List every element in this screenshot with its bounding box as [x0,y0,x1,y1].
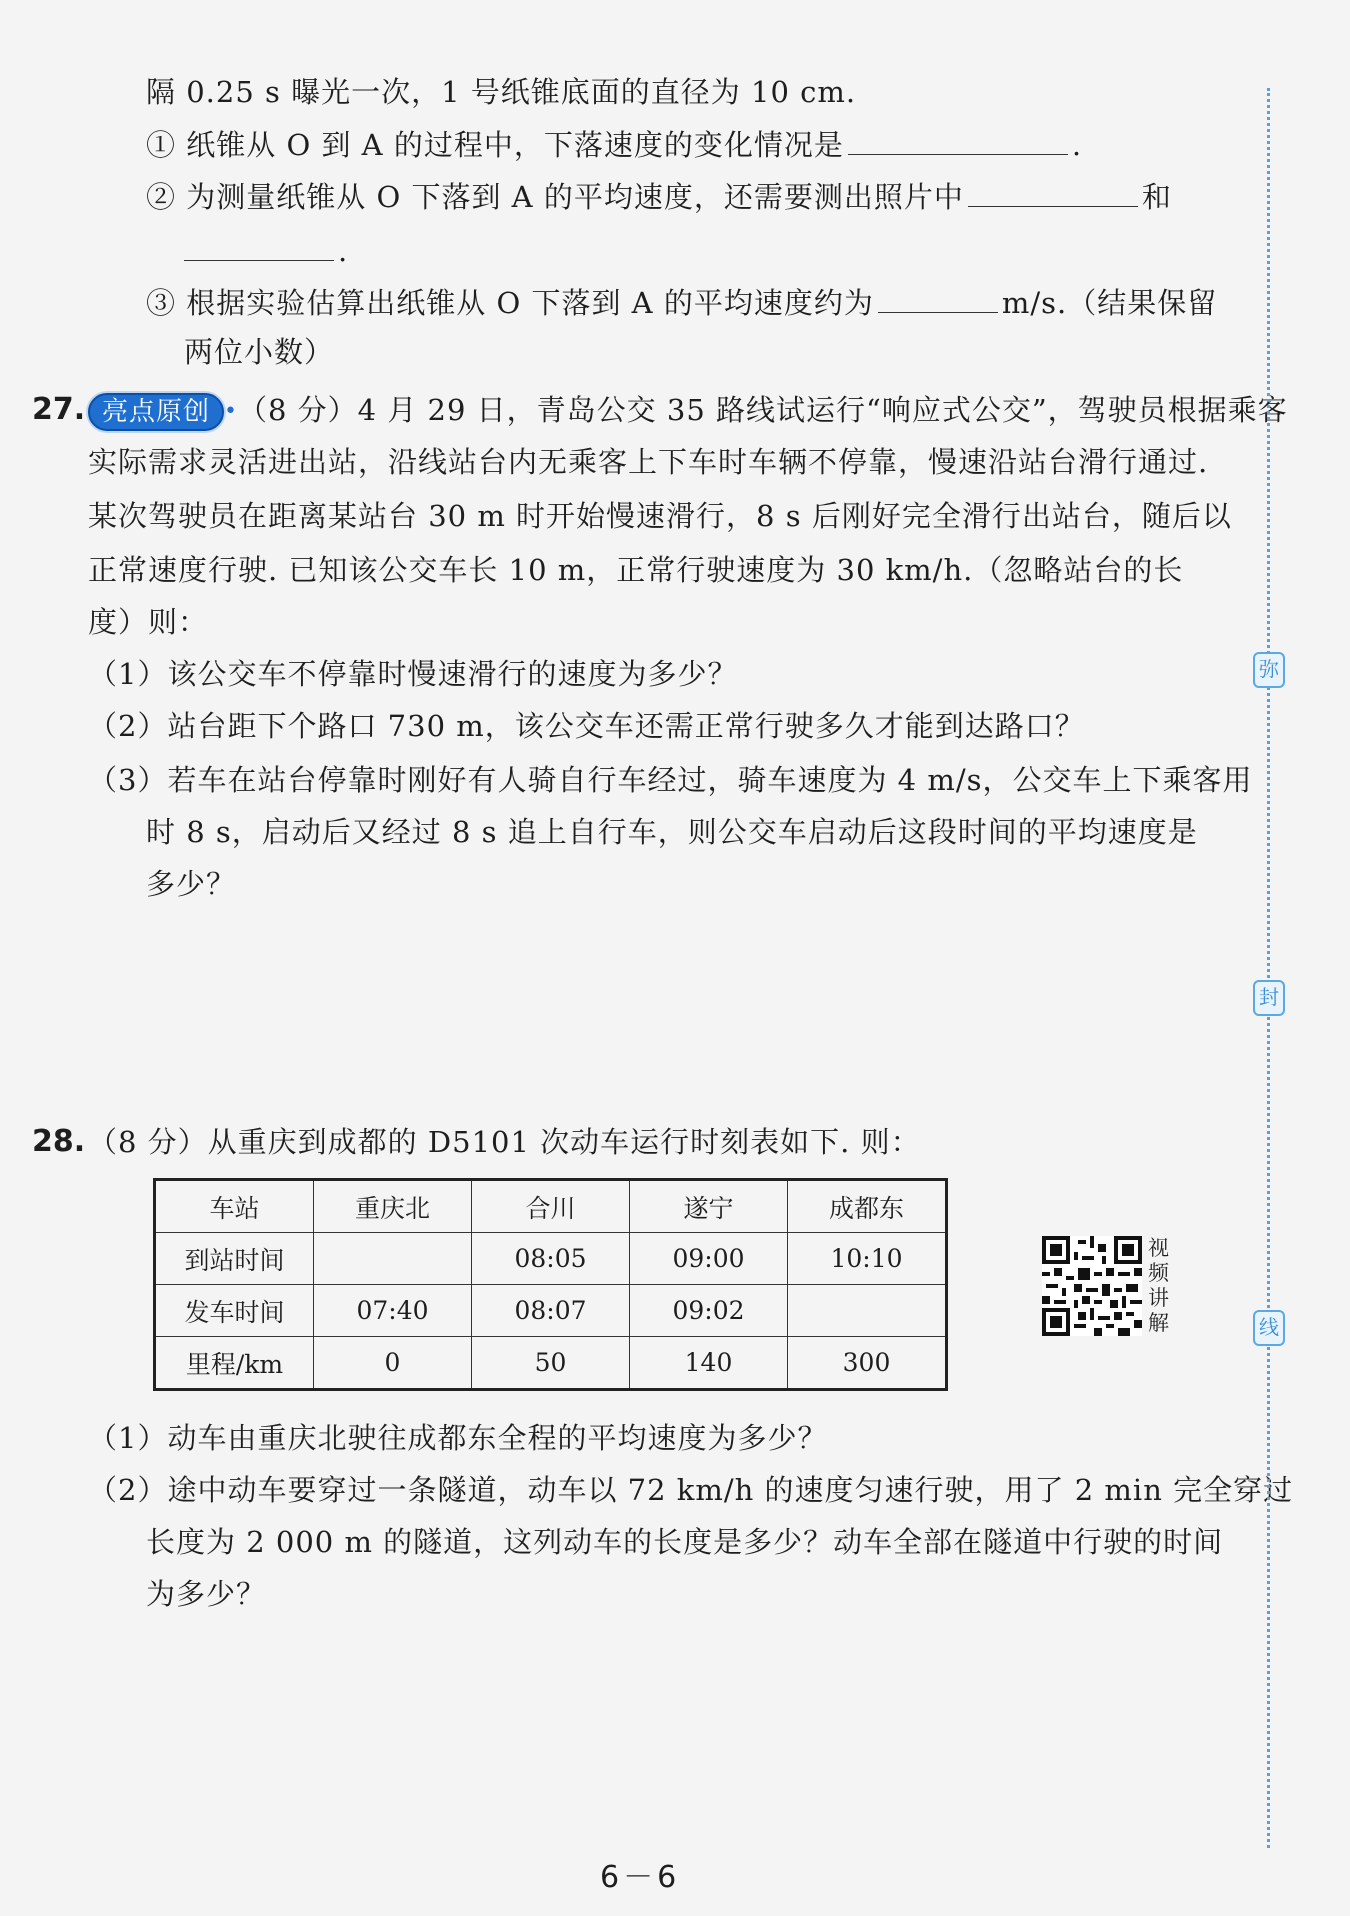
table-cell: 08:05 [472,1233,630,1285]
q27-line: 实际需求灵活进出站，沿线站台内无乘客上下车时车辆不停靠，慢速沿站台滑行通过. [88,445,1209,479]
q26-sub3-cont: 两位小数） [184,335,335,369]
q26-sub1-end: . [1071,128,1083,162]
qr-label-char: 频 [1148,1261,1169,1285]
q26-sub1 [146,124,1082,165]
table-row [155,1233,947,1285]
answer-blank[interactable] [848,124,1068,155]
q26-intro-line: 隔 0.25 s 曝光一次，1 号纸锥底面的直径为 10 cm. [146,75,857,109]
q27-line: 正常速度行驶. 已知该公交车长 10 m，正常行驶速度为 30 km/h.（忽略站台的长 [88,553,1184,587]
table-cell: 08:07 [472,1285,630,1337]
q26-sub1-num: ① [146,128,177,162]
q26-sub3-text: 根据实验估算出纸锥从 O 下落到 A 的平均速度约为 [186,286,874,320]
q28-intro: （8 分）从重庆到成都的 D5101 次动车运行时刻表如下. 则： [88,1125,921,1159]
q27-sub3: （3）若车在站台停靠时刚好有人骑自行车经过，骑车速度为 4 m/s，公交车上下乘客用 [88,763,1253,797]
original-badge: 亮点原创 [88,393,224,431]
table-cell: 10:10 [788,1233,947,1285]
table-header-row [155,1180,947,1233]
table-cell: 09:00 [630,1233,788,1285]
q26-sub3-num: ③ [146,286,177,320]
q27-line: 度）则： [88,605,209,639]
table-cell: 发车时间 [155,1285,314,1337]
qr-label-char: 视 [1148,1236,1169,1260]
table-row [155,1337,947,1390]
table-cell: 到站时间 [155,1233,314,1285]
q26-sub1-text: 纸锥从 O 到 A 的过程中，下落速度的变化情况是 [186,128,844,162]
answer-blank[interactable] [184,230,334,261]
q26-sub2-num: ② [146,180,177,214]
table-cell: 里程/km [155,1337,314,1390]
page-number: 6－6 [600,1860,681,1895]
q26-sub3-unit: m/s.（结果保留 [1001,286,1218,320]
train-timetable [153,1178,948,1391]
qr-code-icon[interactable] [1042,1236,1142,1336]
table-cell: 09:02 [630,1285,788,1337]
table-header-cell: 车站 [155,1180,314,1233]
answer-blank[interactable] [968,176,1138,207]
q28-sub2-cont: 长度为 2 000 m 的隧道，这列动车的长度是多少？动车全部在隧道中行驶的时间 [146,1525,1224,1559]
table-cell: 300 [788,1337,947,1390]
badge-dot-icon: • [224,399,238,424]
table-cell: 140 [630,1337,788,1390]
q28-number: 28. [32,1124,86,1159]
q26-sub3 [146,282,1217,323]
q26-sub2-end: . [338,234,349,268]
q26-sub2 [146,176,1172,217]
q27-first-line [88,390,1288,432]
table-header-cell: 合川 [472,1180,630,1233]
table-cell [788,1285,947,1337]
q27-sub2: （2）站台距下个路口 730 m，该公交车还需正常行驶多久才能到达路口？ [88,709,1085,743]
video-explanation-label[interactable] [1148,1236,1174,1336]
q26-sub2-text: 为测量纸锥从 O 下落到 A 的平均速度，还需要测出照片中 [186,180,964,214]
table-header-cell: 遂宁 [630,1180,788,1233]
q28-sub2-cont: 为多少？ [146,1577,267,1611]
q27-line: （8 分）4 月 29 日，青岛公交 35 路线试运行“响应式公交”，驾驶员根据乘客 [238,393,1288,427]
q27-sub1: （1）该公交车不停靠时慢速滑行的速度为多少？ [88,657,738,691]
q26-sub2-and: 和 [1141,180,1172,214]
q27-sub3-cont: 多少？ [146,867,237,901]
q28-sub2: （2）途中动车要穿过一条隧道，动车以 72 km/h 的速度匀速行驶，用了 2 min 完全穿过 [88,1473,1294,1507]
q27-number: 27. [32,392,86,427]
binding-dotted-line [1267,88,1270,1848]
qr-label-char: 讲 [1148,1286,1169,1310]
table-header-cell: 成都东 [788,1180,947,1233]
table-cell: 0 [314,1337,472,1390]
table-cell: 50 [472,1337,630,1390]
q28-sub1: （1）动车由重庆北驶往成都东全程的平均速度为多少？ [88,1421,828,1455]
margin-tag: 线 [1253,1310,1285,1346]
table-cell [314,1233,472,1285]
table-row [155,1285,947,1337]
table-header-cell: 重庆北 [314,1180,472,1233]
q27-sub3-cont: 时 8 s，启动后又经过 8 s 追上自行车，则公交车启动后这段时间的平均速度是 [146,815,1198,849]
answer-blank[interactable] [878,282,998,313]
qr-label-char: 解 [1148,1311,1169,1335]
margin-tag: 弥 [1253,652,1285,688]
table-cell: 07:40 [314,1285,472,1337]
q27-line: 某次驾驶员在距离某站台 30 m 时开始慢速滑行，8 s 后刚好完全滑行出站台，随后以 [88,499,1232,533]
q26-sub2-cont [184,230,348,271]
margin-tag: 封 [1253,980,1285,1016]
